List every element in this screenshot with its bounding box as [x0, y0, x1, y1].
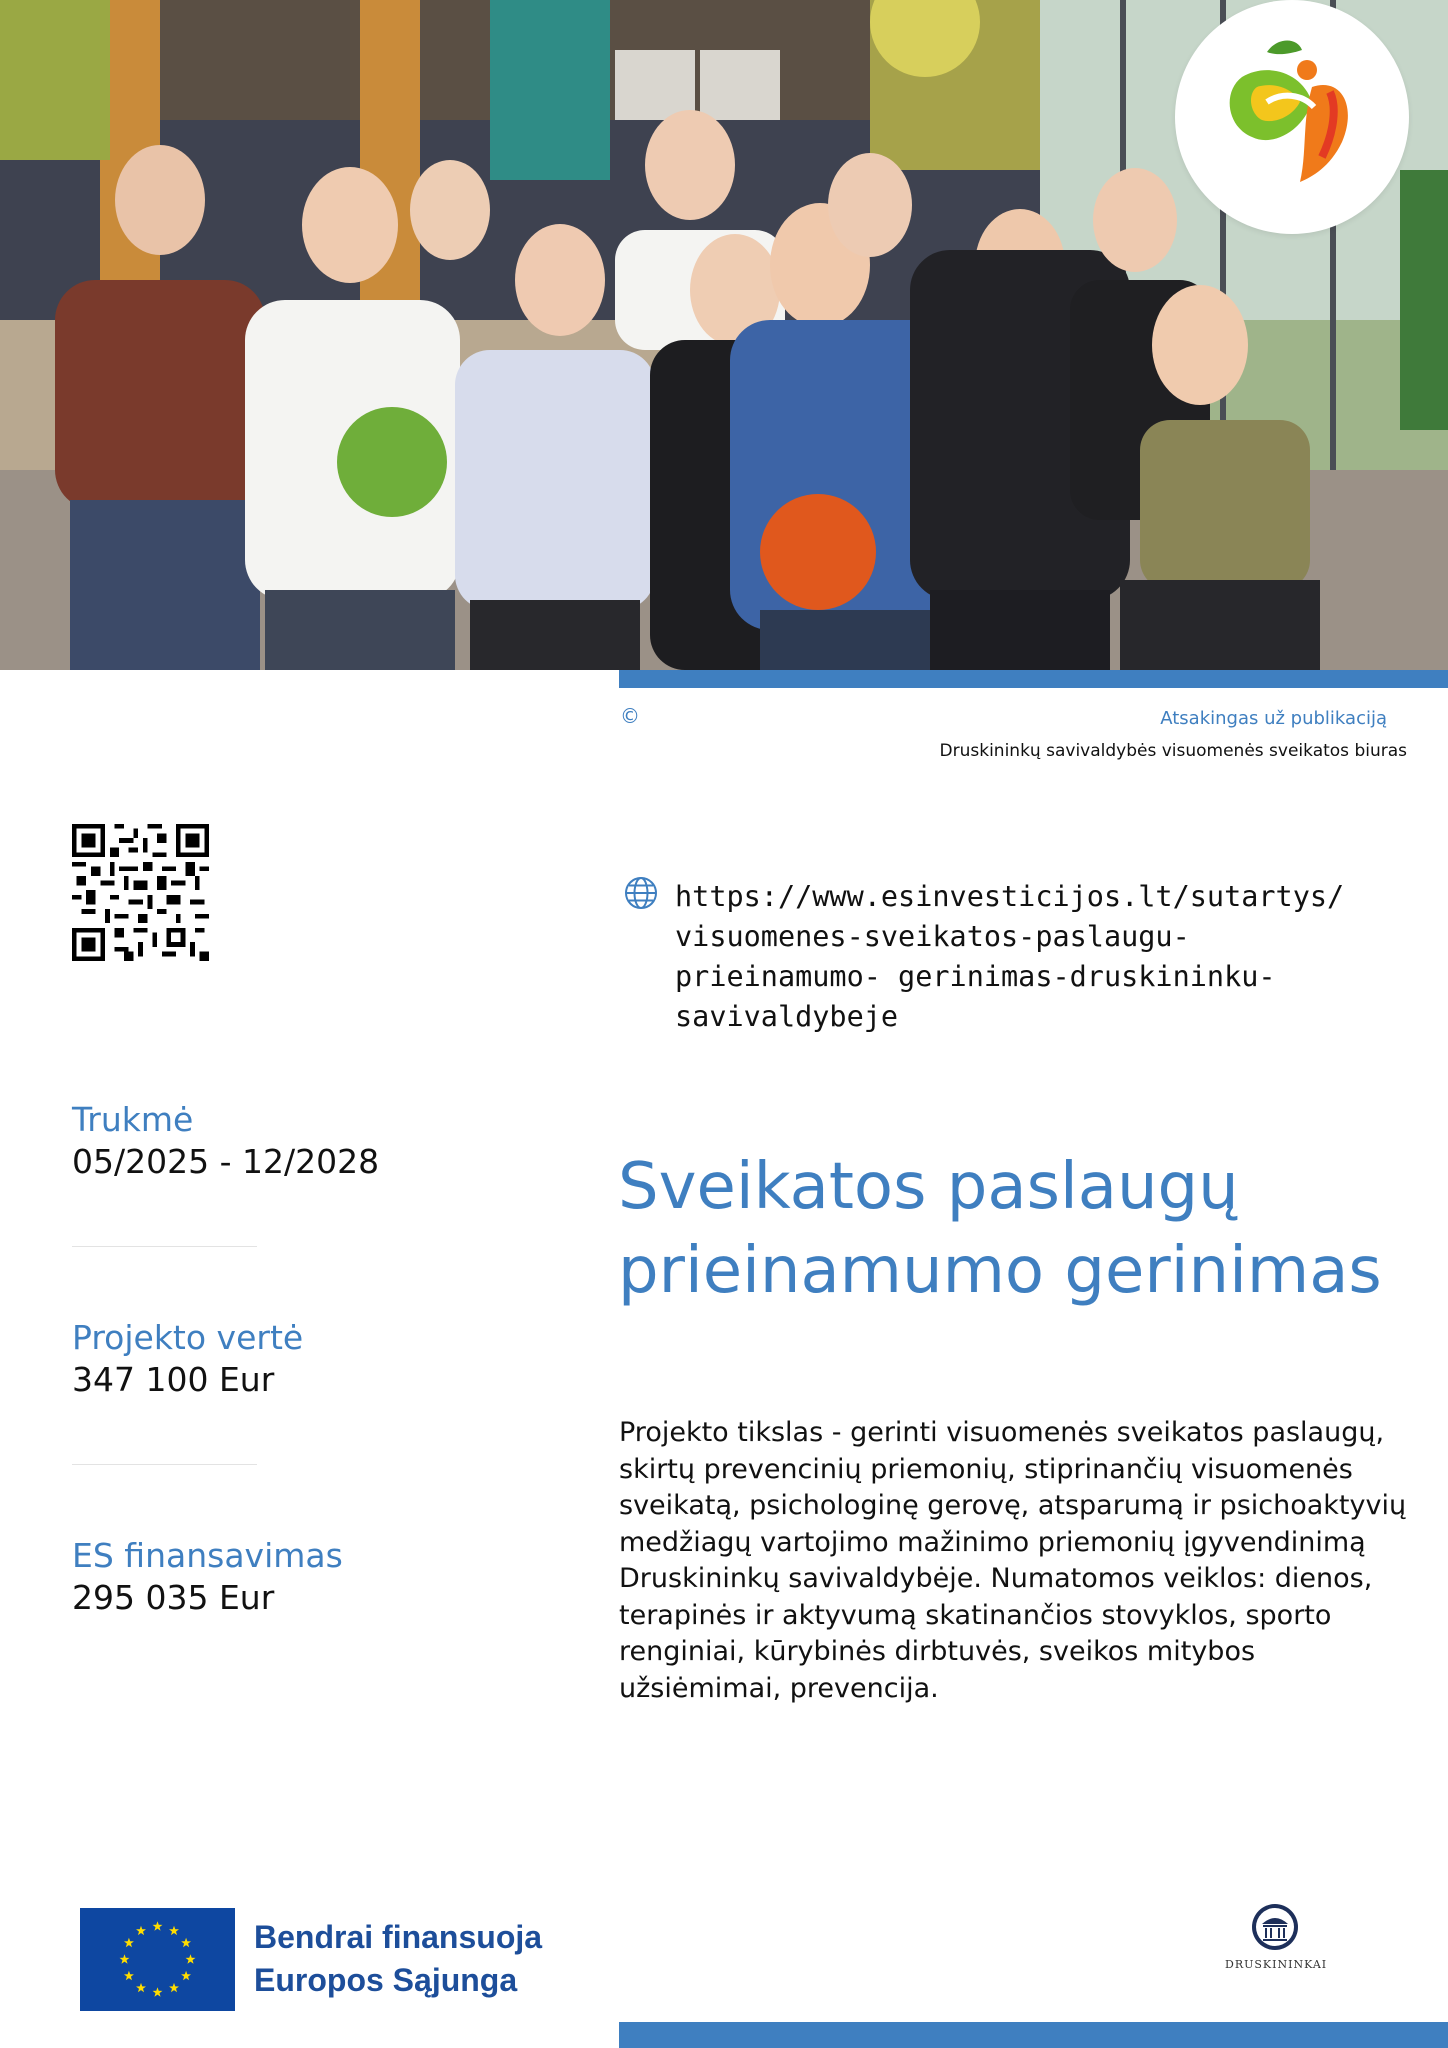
project-description: Projekto tikslas - gerinti visuomenės sveikatos paslaugų, skirtų prevencinių priemonių, stiprinančių visuomenės sveikatą, psichologinę gerovę, atsparumą ir psichoaktyvių medžiagų vartojimo mažinimo priemonių įgyvendinimą Druskininkų savivaldybėje. Numatomos veiklos: dienos, terapinės ir aktyvumą skatinančios stovyklos, sporto renginiai, kūrybinės dirbtuvės, sveikos mitybos užsiėmimai, prevencija.	[619, 1417, 1407, 1704]
responsible-label: Atsakingas už publikaciją	[1160, 708, 1387, 729]
eu-funding-value: 295 035 Eur	[72, 1578, 275, 1617]
project-value-value: 347 100 Eur	[72, 1360, 275, 1399]
eu-cofinanced-text	[254, 1916, 542, 2002]
globe-icon	[624, 876, 658, 910]
accent-bar-top	[619, 670, 1448, 688]
heart-fruit-logo-icon	[1212, 32, 1372, 192]
druskininkai-logo-text: DRUSKININKAI	[1225, 1958, 1328, 1971]
project-value-label: Projekto vertė	[72, 1318, 304, 1357]
project-url-link[interactable]: https://www.esinvesticijos.lt/sutartys/ visuomenes-sveikatos-paslaugu-prieinamumo- gerinimas-druskininku-savivaldybeje	[675, 880, 1345, 1033]
divider	[72, 1246, 257, 1247]
accent-bar-bottom	[619, 2022, 1448, 2048]
duration-label: Trukmė	[72, 1100, 194, 1139]
responsible-value: Druskininkų savivaldybės visuomenės sveikatos biuras	[939, 741, 1407, 761]
eu-line-2: Europos Sąjunga	[254, 1962, 518, 1998]
eu-funding-label: ES finansavimas	[72, 1536, 343, 1575]
hero-photo	[0, 0, 1448, 670]
qr-code[interactable]	[72, 824, 209, 961]
eu-flag-icon	[80, 1908, 235, 2011]
copyright-symbol: ©	[620, 704, 640, 728]
org-logo	[1175, 0, 1409, 234]
eu-line-1: Bendrai finansuoja	[254, 1919, 543, 1955]
page-title: Sveikatos paslaugų prieinamumo gerinimas	[618, 1150, 1382, 1308]
duration-value: 05/2025 - 12/2028	[72, 1142, 380, 1181]
druskininkai-logo	[1225, 1902, 1328, 1976]
divider	[72, 1464, 257, 1465]
druskininkai-emblem-icon	[1250, 1902, 1300, 1952]
